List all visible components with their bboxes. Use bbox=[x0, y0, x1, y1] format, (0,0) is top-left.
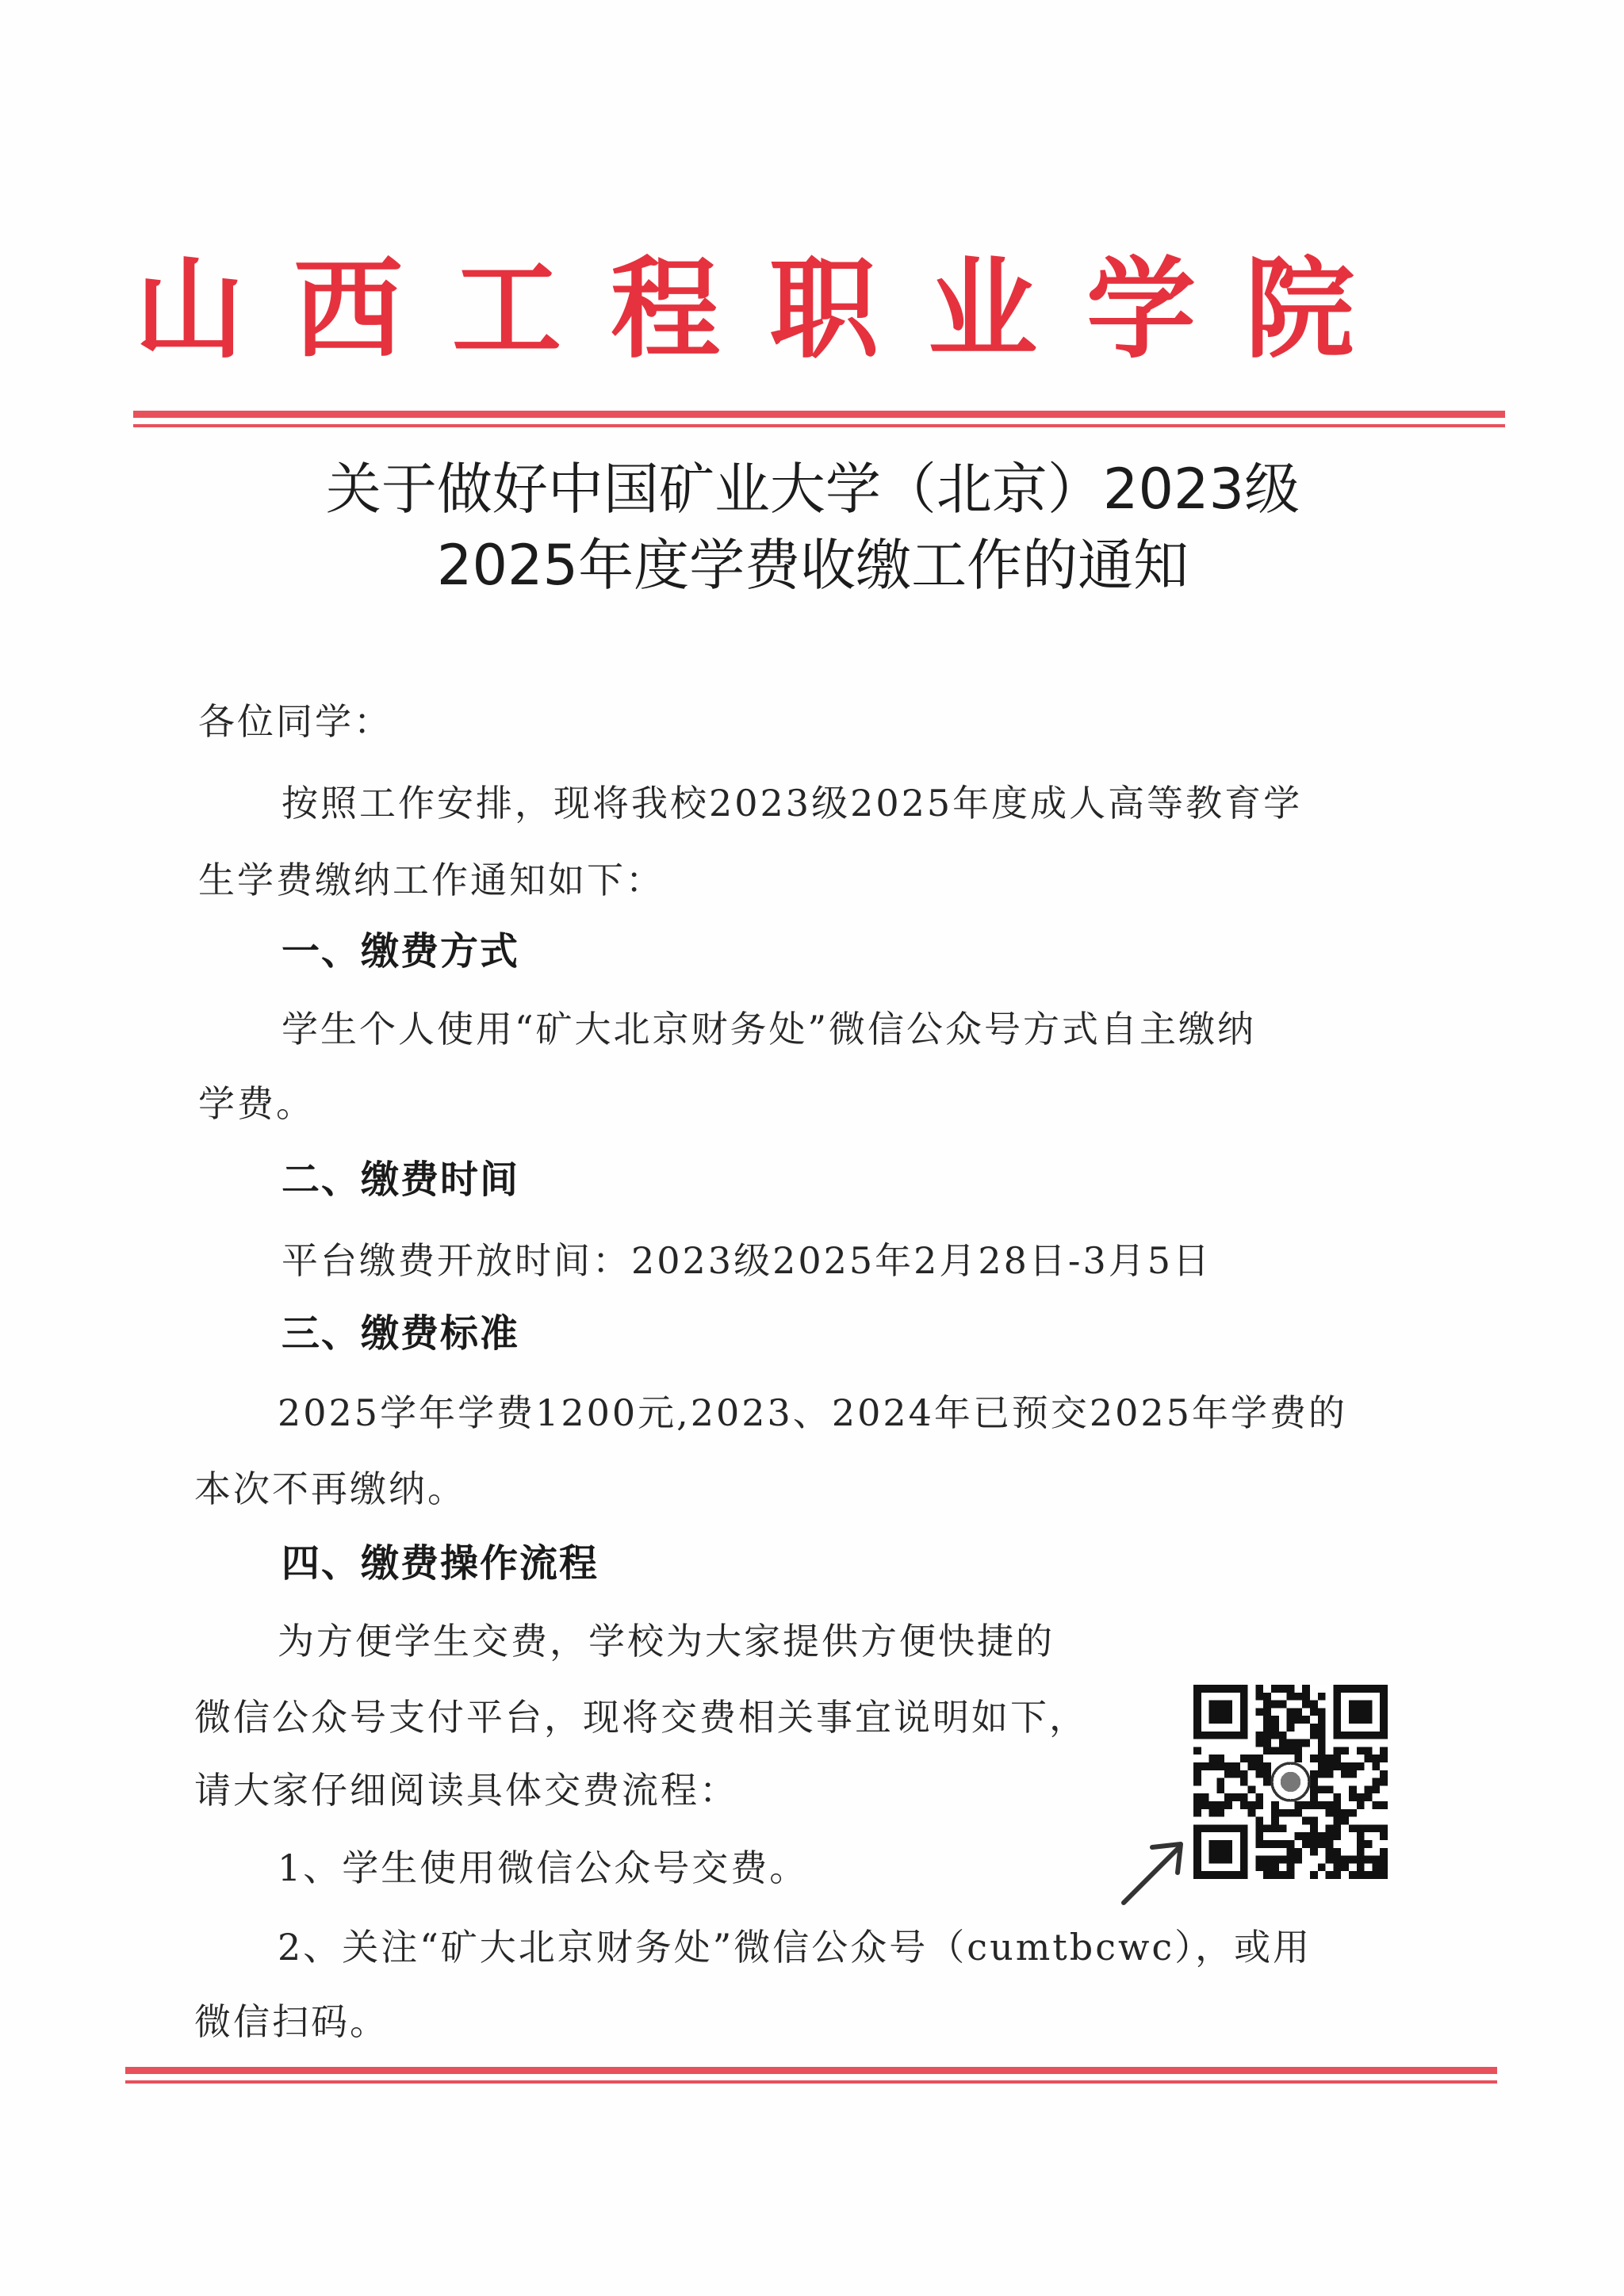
qr-module bbox=[1333, 1762, 1341, 1770]
qr-module bbox=[1326, 1762, 1334, 1770]
top-rule-thin bbox=[133, 424, 1505, 427]
qr-module bbox=[1224, 1762, 1232, 1770]
qr-module bbox=[1318, 1739, 1326, 1747]
section-4-line-3: 请大家仔细阅读具体交费流程： bbox=[194, 1769, 738, 1812]
arrow-icon bbox=[1114, 1831, 1193, 1911]
qr-module bbox=[1302, 1840, 1310, 1848]
qr-module bbox=[1240, 1801, 1248, 1809]
qr-module bbox=[1318, 1832, 1326, 1840]
qr-module bbox=[1365, 1824, 1373, 1832]
section-1-line-2: 学费。 bbox=[198, 1082, 315, 1125]
step-1: 1、学生使用微信公众号交费。 bbox=[278, 1846, 809, 1889]
qr-module bbox=[1294, 1832, 1302, 1840]
salutation: 各位同学： bbox=[198, 700, 393, 743]
qr-module bbox=[1209, 1809, 1217, 1817]
qr-module bbox=[1224, 1770, 1232, 1778]
qr-module bbox=[1209, 1801, 1217, 1809]
qr-module bbox=[1333, 1793, 1341, 1801]
qr-module bbox=[1240, 1778, 1248, 1786]
qr-module bbox=[1326, 1832, 1334, 1840]
qr-module bbox=[1263, 1762, 1271, 1770]
qr-module bbox=[1302, 1685, 1310, 1693]
qr-module bbox=[1326, 1801, 1334, 1809]
qr-module bbox=[1263, 1840, 1271, 1848]
qr-module bbox=[1302, 1817, 1310, 1825]
qr-module bbox=[1365, 1856, 1373, 1864]
qr-module bbox=[1310, 1848, 1318, 1856]
qr-module bbox=[1357, 1856, 1365, 1864]
qr-module bbox=[1310, 1701, 1318, 1709]
qr-module bbox=[1310, 1724, 1318, 1732]
qr-module bbox=[1263, 1856, 1271, 1864]
qr-module bbox=[1365, 1785, 1373, 1793]
qr-module bbox=[1310, 1732, 1318, 1739]
qr-module bbox=[1302, 1739, 1310, 1747]
qr-module bbox=[1380, 1801, 1388, 1809]
qr-module bbox=[1349, 1793, 1357, 1801]
qr-module bbox=[1318, 1801, 1326, 1809]
qr-module bbox=[1318, 1785, 1326, 1793]
qr-module bbox=[1310, 1832, 1318, 1840]
section-4-heading: 四、缴费操作流程 bbox=[282, 1541, 599, 1586]
qr-module bbox=[1240, 1770, 1248, 1778]
qr-module bbox=[1380, 1747, 1388, 1755]
qr-module bbox=[1263, 1863, 1271, 1871]
qr-module bbox=[1248, 1755, 1256, 1762]
qr-module bbox=[1287, 1747, 1295, 1755]
qr-module bbox=[1263, 1824, 1271, 1832]
qr-module bbox=[1279, 1685, 1287, 1693]
qr-module bbox=[1380, 1832, 1388, 1840]
qr-module bbox=[1310, 1755, 1318, 1762]
qr-module bbox=[1287, 1739, 1295, 1747]
qr-module bbox=[1263, 1716, 1271, 1724]
qr-module bbox=[1255, 1755, 1263, 1762]
qr-module bbox=[1271, 1747, 1279, 1755]
qr-module bbox=[1318, 1755, 1326, 1762]
qr-module bbox=[1310, 1801, 1318, 1809]
qr-module bbox=[1294, 1848, 1302, 1856]
qr-module bbox=[1380, 1770, 1388, 1778]
qr-module bbox=[1271, 1801, 1279, 1809]
qr-module bbox=[1263, 1871, 1271, 1879]
intro-line-1: 按照工作安排，现将我校2023级2025年度成人高等教育学 bbox=[282, 782, 1303, 825]
section-3-line-2: 本次不再缴纳。 bbox=[194, 1468, 466, 1510]
qr-module bbox=[1341, 1770, 1349, 1778]
qr-module bbox=[1302, 1832, 1310, 1840]
qr-module bbox=[1349, 1856, 1357, 1864]
qr-module bbox=[1318, 1708, 1326, 1716]
qr-module bbox=[1326, 1848, 1334, 1856]
section-2-heading: 二、缴费时间 bbox=[282, 1158, 520, 1202]
qr-module bbox=[1263, 1724, 1271, 1732]
intro-line-2: 生学费缴纳工作通知如下： bbox=[198, 859, 665, 901]
qr-module bbox=[1201, 1762, 1209, 1770]
qr-module bbox=[1224, 1801, 1232, 1809]
qr-module bbox=[1357, 1871, 1365, 1879]
qr-module bbox=[1279, 1732, 1287, 1739]
qr-module bbox=[1318, 1863, 1326, 1871]
qr-module bbox=[1193, 1770, 1201, 1778]
qr-module bbox=[1302, 1693, 1310, 1701]
qr-module bbox=[1333, 1801, 1341, 1809]
qr-module bbox=[1255, 1801, 1263, 1809]
section-4-line-1: 为方便学生交费，学校为大家提供方便快捷的 bbox=[278, 1620, 1055, 1663]
qr-module bbox=[1372, 1755, 1380, 1762]
qr-module bbox=[1240, 1793, 1248, 1801]
qr-module bbox=[1333, 1817, 1341, 1825]
qr-module bbox=[1294, 1716, 1302, 1724]
qr-module bbox=[1372, 1785, 1380, 1793]
qr-module bbox=[1294, 1856, 1302, 1864]
qr-module bbox=[1372, 1863, 1380, 1871]
qr-module bbox=[1310, 1770, 1318, 1778]
qr-module bbox=[1326, 1871, 1334, 1879]
qr-module bbox=[1294, 1693, 1302, 1701]
qr-module bbox=[1271, 1824, 1279, 1832]
qr-module bbox=[1318, 1747, 1326, 1755]
qr-module bbox=[1372, 1871, 1380, 1879]
qr-module bbox=[1349, 1762, 1357, 1770]
qr-module bbox=[1209, 1755, 1217, 1762]
qr-module bbox=[1255, 1685, 1263, 1693]
qr-module bbox=[1372, 1856, 1380, 1864]
qr-module bbox=[1263, 1693, 1271, 1701]
qr-module bbox=[1263, 1708, 1271, 1716]
qr-module bbox=[1333, 1848, 1341, 1856]
qr-module bbox=[1279, 1871, 1287, 1879]
qr-module bbox=[1318, 1770, 1326, 1778]
qr-module bbox=[1193, 1793, 1201, 1801]
qr-module bbox=[1326, 1809, 1334, 1817]
qr-module bbox=[1333, 1809, 1341, 1817]
qr-module bbox=[1216, 1809, 1224, 1817]
qr-module bbox=[1380, 1755, 1388, 1762]
qr-module bbox=[1263, 1739, 1271, 1747]
qr-module bbox=[1302, 1801, 1310, 1809]
qr-module bbox=[1216, 1778, 1224, 1786]
bottom-rule-thick bbox=[125, 2067, 1497, 2074]
qr-module bbox=[1263, 1778, 1271, 1786]
document-title-line1: 关于做好中国矿业大学（北京）2023级 bbox=[325, 457, 1300, 522]
qr-module bbox=[1326, 1856, 1334, 1864]
qr-module bbox=[1193, 1747, 1201, 1755]
qr-module bbox=[1287, 1685, 1295, 1693]
qr-module bbox=[1372, 1778, 1380, 1786]
section-3-line-1: 2025学年学费1200元,2023、2024年已预交2025年学费的 bbox=[278, 1391, 1347, 1434]
qr-module bbox=[1255, 1824, 1263, 1832]
qr-module bbox=[1365, 1840, 1373, 1848]
qr-module bbox=[1271, 1871, 1279, 1879]
qr-module bbox=[1271, 1724, 1279, 1732]
qr-module bbox=[1310, 1817, 1318, 1825]
qr-module bbox=[1271, 1809, 1279, 1817]
qr-module bbox=[1349, 1770, 1357, 1778]
qr-module bbox=[1279, 1809, 1287, 1817]
qr-module bbox=[1193, 1801, 1201, 1809]
qr-module bbox=[1333, 1832, 1341, 1840]
qr-module bbox=[1326, 1770, 1334, 1778]
step-2-line-1: 2、关注“矿大北京财务处”微信公众号（cumtbcwc），或用 bbox=[278, 1926, 1312, 1969]
qr-module bbox=[1349, 1785, 1357, 1793]
qr-module bbox=[1255, 1693, 1263, 1701]
letterhead-institution-name: 山西工程职业学院 bbox=[135, 244, 1404, 373]
top-rule-thick bbox=[133, 411, 1505, 418]
qr-module bbox=[1271, 1685, 1279, 1693]
qr-module bbox=[1357, 1848, 1365, 1856]
qr-module bbox=[1380, 1778, 1388, 1786]
qr-module bbox=[1326, 1840, 1334, 1848]
qr-module bbox=[1310, 1785, 1318, 1793]
qr-module bbox=[1326, 1824, 1334, 1832]
qr-module bbox=[1333, 1747, 1341, 1755]
qr-module bbox=[1287, 1809, 1295, 1817]
qr-module bbox=[1333, 1863, 1341, 1871]
qr-module bbox=[1310, 1824, 1318, 1832]
qr-module bbox=[1357, 1863, 1365, 1871]
qr-module bbox=[1380, 1871, 1388, 1879]
qr-module bbox=[1294, 1755, 1302, 1762]
qr-module bbox=[1193, 1762, 1201, 1770]
qr-module bbox=[1294, 1739, 1302, 1747]
qr-module bbox=[1255, 1708, 1263, 1716]
qr-module bbox=[1318, 1840, 1326, 1848]
qr-module bbox=[1193, 1809, 1201, 1817]
qr-code-icon bbox=[1193, 1685, 1388, 1879]
qr-module bbox=[1209, 1762, 1217, 1770]
qr-module bbox=[1380, 1848, 1388, 1856]
qr-module bbox=[1279, 1824, 1287, 1832]
bottom-rule-thin bbox=[125, 2080, 1497, 2084]
qr-module bbox=[1271, 1732, 1279, 1739]
qr-module bbox=[1294, 1809, 1302, 1817]
qr-module bbox=[1341, 1809, 1349, 1817]
qr-module bbox=[1271, 1817, 1279, 1825]
qr-module bbox=[1380, 1824, 1388, 1832]
qr-module bbox=[1302, 1716, 1310, 1724]
qr-module bbox=[1318, 1732, 1326, 1739]
qr-module bbox=[1310, 1871, 1318, 1879]
qr-module bbox=[1255, 1770, 1263, 1778]
qr-module bbox=[1193, 1778, 1201, 1786]
qr-module bbox=[1287, 1848, 1295, 1856]
qr-module bbox=[1216, 1762, 1224, 1770]
qr-module bbox=[1333, 1856, 1341, 1864]
qr-module bbox=[1341, 1856, 1349, 1864]
qr-module bbox=[1357, 1824, 1365, 1832]
qr-module bbox=[1365, 1793, 1373, 1801]
qr-module bbox=[1372, 1762, 1380, 1770]
qr-module bbox=[1255, 1793, 1263, 1801]
qr-module bbox=[1279, 1701, 1287, 1709]
qr-module bbox=[1248, 1785, 1256, 1793]
section-1-line-1: 学生个人使用“矿大北京财务处”微信公众号方式自主缴纳 bbox=[282, 1008, 1257, 1050]
qr-module bbox=[1341, 1747, 1349, 1755]
qr-module bbox=[1310, 1840, 1318, 1848]
qr-module bbox=[1333, 1755, 1341, 1762]
qr-module bbox=[1248, 1762, 1256, 1770]
qr-module bbox=[1232, 1793, 1240, 1801]
qr-module bbox=[1287, 1716, 1295, 1724]
qr-module bbox=[1224, 1793, 1232, 1801]
section-2-line-1: 平台缴费开放时间：2023级2025年2月28日-3月5日 bbox=[282, 1239, 1212, 1282]
qr-module bbox=[1380, 1856, 1388, 1864]
qr-module bbox=[1326, 1755, 1334, 1762]
qr-module bbox=[1232, 1770, 1240, 1778]
qr-module bbox=[1271, 1840, 1279, 1848]
qr-module bbox=[1341, 1817, 1349, 1825]
qr-module bbox=[1255, 1863, 1263, 1871]
qr-module bbox=[1294, 1747, 1302, 1755]
qr-module bbox=[1279, 1840, 1287, 1848]
qr-module bbox=[1357, 1832, 1365, 1840]
qr-module bbox=[1318, 1762, 1326, 1770]
step-2-line-2: 微信扫码。 bbox=[194, 2000, 389, 2043]
qr-module bbox=[1287, 1708, 1295, 1716]
qr-module bbox=[1357, 1762, 1365, 1770]
qr-module bbox=[1271, 1716, 1279, 1724]
qr-module bbox=[1365, 1755, 1373, 1762]
qr-module bbox=[1349, 1809, 1357, 1817]
qr-module bbox=[1255, 1856, 1263, 1864]
qr-module bbox=[1287, 1693, 1295, 1701]
qr-module bbox=[1349, 1824, 1357, 1832]
qr-module bbox=[1255, 1732, 1263, 1739]
qr-module bbox=[1232, 1762, 1240, 1770]
qr-module bbox=[1279, 1856, 1287, 1864]
qr-module bbox=[1357, 1840, 1365, 1848]
qr-module bbox=[1255, 1840, 1263, 1848]
qr-module bbox=[1287, 1871, 1295, 1879]
qr-module bbox=[1255, 1817, 1263, 1825]
qr-module bbox=[1318, 1724, 1326, 1732]
qr-module bbox=[1287, 1840, 1295, 1848]
qr-module bbox=[1201, 1801, 1209, 1809]
qr-module bbox=[1310, 1778, 1318, 1786]
qr-module bbox=[1271, 1863, 1279, 1871]
qr-module bbox=[1310, 1793, 1318, 1801]
qr-module bbox=[1333, 1871, 1341, 1879]
qr-module bbox=[1294, 1801, 1302, 1809]
qr-module bbox=[1318, 1716, 1326, 1724]
section-3-heading: 三、缴费标准 bbox=[282, 1311, 520, 1356]
qr-module bbox=[1255, 1739, 1263, 1747]
qr-module bbox=[1263, 1701, 1271, 1709]
qr-module bbox=[1341, 1762, 1349, 1770]
qr-module bbox=[1365, 1747, 1373, 1755]
qr-module bbox=[1255, 1762, 1263, 1770]
document-title-line2: 2025年度学费收缴工作的通知 bbox=[436, 533, 1189, 598]
qr-module bbox=[1216, 1755, 1224, 1762]
qr-module bbox=[1372, 1824, 1380, 1832]
qr-module bbox=[1357, 1801, 1365, 1809]
qr-module bbox=[1287, 1863, 1295, 1871]
qr-module bbox=[1263, 1770, 1271, 1778]
qr-module bbox=[1248, 1809, 1256, 1817]
qr-module bbox=[1372, 1801, 1380, 1809]
qr-module bbox=[1341, 1863, 1349, 1871]
section-4-line-2: 微信公众号支付平台，现将交费相关事宜说明如下， bbox=[194, 1696, 1088, 1739]
qr-module bbox=[1287, 1856, 1295, 1864]
section-1-heading: 一、缴费方式 bbox=[282, 929, 520, 974]
qr-module bbox=[1216, 1785, 1224, 1793]
qr-module bbox=[1240, 1755, 1248, 1762]
qr-module bbox=[1216, 1801, 1224, 1809]
qr-module bbox=[1380, 1863, 1388, 1871]
qr-module bbox=[1326, 1785, 1334, 1793]
qr-module bbox=[1302, 1701, 1310, 1709]
qr-module bbox=[1255, 1832, 1263, 1840]
qr-module bbox=[1349, 1871, 1357, 1879]
qr-module bbox=[1201, 1793, 1209, 1801]
qr-module bbox=[1248, 1801, 1256, 1809]
qr-module bbox=[1287, 1724, 1295, 1732]
qr-module bbox=[1279, 1747, 1287, 1755]
qr-module bbox=[1365, 1871, 1373, 1879]
qr-module bbox=[1294, 1708, 1302, 1716]
qr-module bbox=[1263, 1732, 1271, 1739]
qr-module bbox=[1263, 1747, 1271, 1755]
qr-module bbox=[1318, 1693, 1326, 1701]
qr-module bbox=[1357, 1793, 1365, 1801]
qr-module bbox=[1310, 1708, 1318, 1716]
qr-module bbox=[1357, 1747, 1365, 1755]
qr-module bbox=[1271, 1856, 1279, 1864]
qr-module bbox=[1279, 1739, 1287, 1747]
qr-module bbox=[1333, 1824, 1341, 1832]
qr-module bbox=[1271, 1701, 1279, 1709]
